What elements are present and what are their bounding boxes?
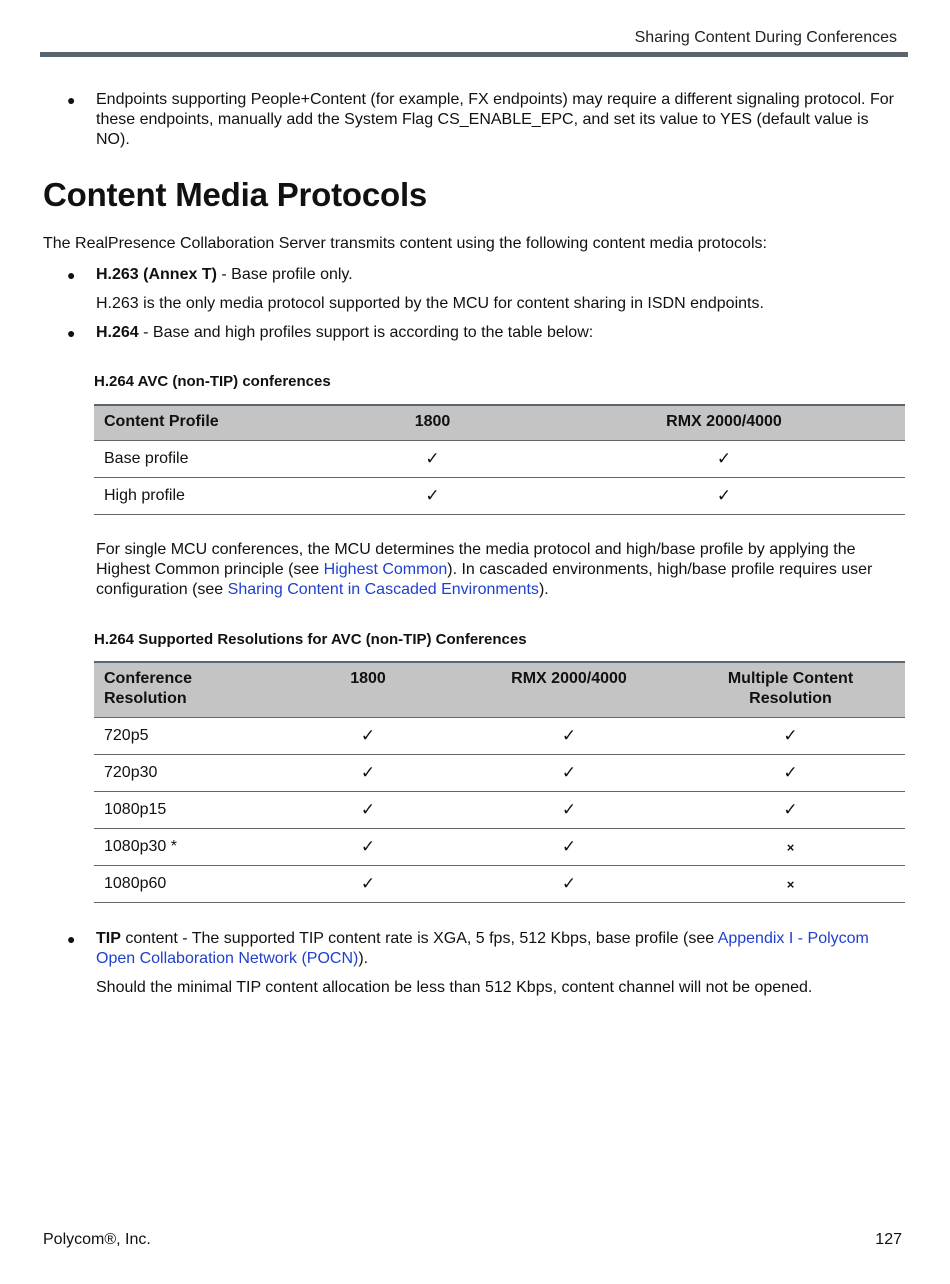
row-label: 720p30 xyxy=(94,755,274,792)
h264-bullet xyxy=(67,323,896,343)
cross-icon: × xyxy=(676,866,905,903)
row-label: 1080p60 xyxy=(94,866,274,903)
running-header-title: Sharing Content During Conferences xyxy=(634,29,897,46)
column-header: RMX 2000/4000 xyxy=(543,405,905,441)
h264-text: - Base and high profiles support is according to the table below: xyxy=(138,324,594,341)
page-number: 127 xyxy=(875,1231,902,1248)
h263-bullet xyxy=(67,265,896,285)
resolutions-table xyxy=(94,661,905,903)
check-icon: ✓ xyxy=(543,441,905,478)
tip-term: TIP xyxy=(96,930,121,947)
cascaded-environments-link[interactable]: Sharing Content in Cascaded Environments xyxy=(227,581,539,598)
bullet-dot: ● xyxy=(67,931,76,947)
row-label: High profile xyxy=(94,478,322,515)
column-header: 1800 xyxy=(322,405,543,441)
tip-tail: ). xyxy=(358,950,369,967)
column-header: 1800 xyxy=(274,662,462,718)
table-row xyxy=(94,829,905,866)
intro-bullet-text: Endpoints supporting People+Content (for example, FX endpoints) may require a different signaling protocol. For these endpoints, manually add the System Flag CS_ENABLE_EPC, and set its value to YES (default value is NO). xyxy=(96,91,894,148)
cascade-paragraph xyxy=(96,540,886,600)
bullet-dot: ● xyxy=(67,92,76,108)
bullet-dot: ● xyxy=(67,267,76,283)
column-header: Content Profile xyxy=(94,405,322,441)
section-title: Content Media Protocols xyxy=(43,176,428,213)
check-icon: ✓ xyxy=(462,718,676,755)
footer-company: Polycom®, Inc. xyxy=(43,1231,151,1248)
check-icon: ✓ xyxy=(462,792,676,829)
check-icon: ✓ xyxy=(274,829,462,866)
check-icon: ✓ xyxy=(543,478,905,515)
column-header: Conference Resolution xyxy=(94,662,274,718)
row-label: 1080p30 * xyxy=(94,829,274,866)
table-header-row xyxy=(94,405,905,441)
check-icon: ✓ xyxy=(322,478,543,515)
cascade-text: ). xyxy=(538,581,549,598)
table1-caption: H.264 AVC (non-TIP) conferences xyxy=(94,373,331,390)
cross-icon: × xyxy=(676,829,905,866)
table-row xyxy=(94,478,905,515)
bullet-dot: ● xyxy=(67,325,76,341)
column-header: Multiple Content Resolution xyxy=(676,662,905,718)
table-row xyxy=(94,718,905,755)
row-label: 720p5 xyxy=(94,718,274,755)
tip-bullet xyxy=(67,929,906,969)
check-icon: ✓ xyxy=(676,792,905,829)
check-icon: ✓ xyxy=(274,866,462,903)
h264-term: H.264 xyxy=(96,324,139,341)
table-row xyxy=(94,792,905,829)
tip-text: content - The supported TIP content rate is XGA, 5 fps, 512 Kbps, base profile (see xyxy=(120,930,718,947)
table-row xyxy=(94,441,905,478)
tip-note: Should the minimal TIP content allocation be less than 512 Kbps, content channel will not be opened. xyxy=(96,979,813,996)
header-rule xyxy=(40,52,908,57)
h263-note: H.263 is the only media protocol supported by the MCU for content sharing in ISDN endpoints. xyxy=(96,295,764,312)
section-intro: The RealPresence Collaboration Server transmits content using the following content media protocols: xyxy=(43,235,767,252)
check-icon: ✓ xyxy=(676,755,905,792)
table-header-row xyxy=(94,662,905,718)
check-icon: ✓ xyxy=(322,441,543,478)
appendix-i-link[interactable]: Appendix I - Polycom Open Collaboration Network (POCN) xyxy=(96,930,869,967)
profile-support-table xyxy=(94,404,905,515)
check-icon: ✓ xyxy=(274,755,462,792)
h263-text: - Base profile only. xyxy=(216,266,353,283)
table-row xyxy=(94,866,905,903)
intro-bullet xyxy=(67,90,906,150)
row-label: Base profile xyxy=(94,441,322,478)
check-icon: ✓ xyxy=(462,829,676,866)
table2-caption: H.264 Supported Resolutions for AVC (non-TIP) Conferences xyxy=(94,631,527,648)
cascade-text: For single MCU conferences, the MCU determines the media protocol and high/base profile by applying the Highest Common principle (see xyxy=(96,541,856,578)
table-row xyxy=(94,755,905,792)
check-icon: ✓ xyxy=(274,792,462,829)
cascade-text: ). In cascaded environments, high/base profile requires user configuration (see xyxy=(96,561,873,598)
row-label: 1080p15 xyxy=(94,792,274,829)
check-icon: ✓ xyxy=(462,866,676,903)
column-header: RMX 2000/4000 xyxy=(462,662,676,718)
check-icon: ✓ xyxy=(676,718,905,755)
highest-common-link[interactable]: Highest Common xyxy=(323,561,448,578)
h263-term: H.263 (Annex T) xyxy=(96,266,217,283)
check-icon: ✓ xyxy=(274,718,462,755)
check-icon: ✓ xyxy=(462,755,676,792)
